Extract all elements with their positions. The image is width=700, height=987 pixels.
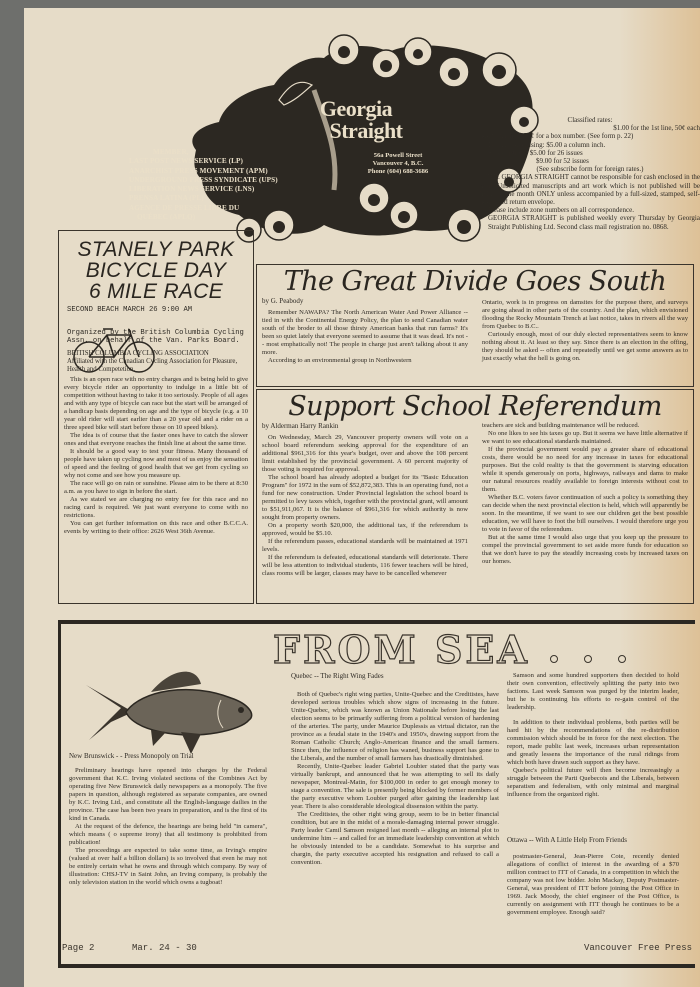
address [356, 152, 440, 176]
paragraph: It should be a good way to test your fitness. Many thousand of people have taken up cycling now and most of us enjoy the sensation of speed and the feeling of good health that we get from cycling so why not come and see how you measure up. [64, 447, 248, 479]
from-sea-headline [273, 627, 652, 672]
new-brunswick-article [69, 752, 267, 887]
column [482, 422, 688, 578]
race-when: SECOND BEACH MARCH 26 9:00 AM [67, 306, 193, 314]
paragraph: Whether B.C. voters favor continuation of such a policy is something they can decide when the next provincial election is held, which will apparently be soon. In the meantime, if we want to see our children get the best possible education, we will have to foot the bill ourselves. I would therefore urge you to vote in favor of the referendum. [482, 494, 688, 533]
member-list [129, 148, 289, 222]
display-rate: Display advertising: $5.00 a column inch. [488, 140, 606, 149]
paragraph: This is an open race with no entry charges and is being held to give every bicycle rider an opportunity to indulge in a little bit of competition without having to take it too seriously. People of all ages and with any type of bicycle can race but the start will be arranged of a handicap basis depending on age and the type of bicycle (e.g. a 10 year old rider will start earlier than a 20 year old and a rider on a three speed bike will start before those on 10 speed bikes). [64, 375, 248, 431]
newspaper-page [24, 8, 700, 987]
paragraph: The Creditistes, the other right wing group, seem to be in better financial condition, but are in the midst of a morale-damaging internal power struggle. Party leader Camil Samson resigned last month -- alleging an internal plot to undermine him -- and called for an immediate leadership convention at which he obviously intended to be a candidate. Somewhat to his surprise and chargin, the party executive accepted his resignation and refused to call a convention. [291, 811, 499, 866]
member-item: LAST POST NEWS SERVICE (LP) [129, 157, 244, 166]
logo-line: Straight [329, 118, 403, 143]
headline: FROM SEA [273, 627, 530, 672]
title-line: 6 MILE RACE [88, 280, 223, 303]
from-sea-section [58, 620, 695, 968]
stanley-title [59, 239, 253, 302]
member-item: PRENSA LATINA (PL) [129, 194, 204, 203]
byline: by G. Peabody [262, 297, 304, 305]
paragraph: Both of Quebec's right wing parties, Unite-Quebec and the Creditistes, have developed serious troubles which show signs of increasing in the future. Unite-Quebec, which was known as Union Nationale before losing the last election seems to be primarily suffering from a political version of hardening of the arteries. The party, under Maurice Duplessis as virtual dictator, ran the province as a feudal state in the 1940's and 1950's, drawing support from the Roman Catholic Church; Anglo-American finance and the small farmers. Since then, the influence of religion has waned, business support has gone to the Liberals, and the number of small farmers has drastically diminished. [291, 691, 499, 762]
ellipsis-dots [550, 650, 652, 667]
paragraph: Quebec's political future will then become increasingly a struggle between the Parti Quebecois and the Liberals, between separatism and federalism, with only minimal and marginal influence from the organized right. [507, 767, 679, 798]
paragraph: Curiously enough, most of our duly elected representatives seem to know nothing about it. At least so they say. Since there is an election in the offing, they should be asked -- often and repeatedly until we get some answers as to just exactly what the hell is going on. [482, 331, 688, 362]
paragraph: No one likes to see his taxes go up. But it seems we have little alternative if we want to see educational standards maintained. [482, 430, 688, 445]
headline: The Great Divide Goes South [283, 266, 667, 297]
stanley-park-ad [58, 230, 254, 604]
classified-title: Classified rates: [567, 116, 613, 124]
paragraph: The race will go on rain or sunshine. Please aim to be there at 8:30 a.m. as you have to sign in before the start. [64, 479, 248, 495]
zone-note: Please include zone numbers on all correspondence. [488, 206, 634, 215]
column [262, 297, 468, 365]
paragraph: According to an environmental group in Northwestern [268, 357, 412, 364]
paragraph: Preliminary hearings have opened into charges by the Federal government that K.C. Irving violated sections of the Combines Act by operating five New Brunswick daily newspapers as a monopoly. The five papers in question, although registered as separate companies, are owned by K.C. Irving Ltd., and constitute all the English-language dailies in the province. The case has been two years in preparation, and is the first of its kind in Canada. [69, 767, 267, 822]
paragraph: postmaster-General, Jean-Pierre Cote, recently denied allegations of conflict of interest in the awarding of a $70 million contract to ITT of Canada, in a competition in which the company was not low bidder. John Mackay, Deputy Postmaster-General, was president of ITT before joining the Post Office in 1969. Jack Moody, the chief engineer of the Post Office, is currently on assignment with ITT though he continues to be a government employee. Enough said? [507, 853, 679, 916]
paragraph: Samson and some hundred supporters then decided to hold their own convention, effectively splitting the party into two factions. Last week Samson was purged by the interim leader, but he is continuing his efforts to re-gain control of the leadership. [507, 672, 679, 711]
title-line: BICYCLE DAY [85, 259, 227, 282]
paragraph: But at the same time I would also urge that you keep up the pressure to compel the provincial government to set aside more funds for education so that we don't have to pay the steadily increasing costs by increased taxes on our homes. [482, 534, 688, 565]
paragraph: The school board has already adopted a budget for its "Basic Education Program" for 1972 in the sum of $52,872,383. This is an operating fund, not a fund for new construction. Under Provincial legislation the school board is permitted to levy taxes which, together with the provincial grant, will amount to $51,911,067. It is the balance of $961,316 for which authority is now sought from property owners. [262, 474, 468, 521]
paragraph: If the referendum passes, educational standards will be maintained at 1971 levels. [262, 538, 468, 553]
member-item: AGENCE DE PRESSE LIBRE DU [129, 203, 240, 212]
paragraph: As we stated we are charging no entry fee for this race and no racing card is required. We just want everyone to come with no restrictions. [64, 495, 248, 519]
paragraph: teachers are sick and building maintenance will be reduced. [482, 422, 640, 429]
article-subhead: Quebec -- The Right Wing Fades [291, 672, 384, 680]
subscription-rate: Subscriptions: $5.00 for 26 issues [488, 148, 583, 157]
rate-line: additional line. 50¢ for a box number. (See form p. 22) [480, 132, 634, 141]
paragraph: The idea is of course that the faster ones have to catch the slower ones and that everyone reaches the finish line at about the same time. [64, 431, 248, 447]
address-line: 56a Powell Street [373, 152, 423, 159]
disclaimer: THE GEORGIA STRAIGHT cannot be responsible for cash enclosed in the mail. Unsolicited manuscripts and art work which is not published will be held for one month ONLY unless accompanied by a full-sized, stamped, self-addressed return envelope. [480, 173, 700, 207]
column [262, 422, 468, 578]
column [482, 299, 688, 365]
title-line: STANELY PARK [77, 238, 235, 261]
classified-rates [480, 116, 700, 231]
paragraph: If the referendum is defeated, educational standards will deteriorate. There will be less attention to individual students, 116 fewer teachers will be hired, class rooms will be larger, classes may have to be cancelled whenever [262, 554, 468, 577]
ottawa-article [507, 836, 679, 917]
byline: by Alderman Harry Rankin [262, 422, 339, 430]
organizer-note: Organized by the British Columbia Cycling Assn. on behalf of the Van. Parks Board. [67, 328, 244, 346]
member-item: LIBERATION NEWS SERVICE (LNS) [129, 185, 255, 194]
phone: Phone (604) 688-3686 [367, 168, 429, 175]
member-item: UNDERGROUND PRESS SYNDICATE (UPS) [129, 175, 278, 184]
member-item: QUÉBEC (APLQ) [137, 213, 196, 222]
foreign-rates: (See subscribe form for foreign rates.) [536, 165, 644, 174]
issue-date: Mar. 24 - 30 [132, 943, 197, 953]
bicycle-icon [69, 323, 159, 375]
logo [296, 98, 416, 142]
association-affiliation: Affiliated with the Canadian Cycling Association for Pleasure, Health and Competetion. [67, 357, 238, 373]
association-name: BRITISH COLUMBIA CYCLING ASSOCIATION [67, 349, 209, 357]
great-divide-article [256, 264, 694, 387]
address-line: Vancouver 4, B.C. [372, 160, 424, 167]
paragraph: You can get further information on this race and other B.C.C.A. events by writing to their office: 2626 West 36th Avenue. [64, 519, 248, 535]
paragraph: On a property worth $20,000, the additional tax, if the referendum is approved, would be $5.10. [262, 522, 468, 537]
logo-line: Georgia [319, 96, 393, 121]
article-subhead: New Brunswick - - Press Monopoly on Trial [69, 752, 194, 760]
rate-line: $1.00 for the 1st line, 50¢ each [613, 124, 700, 133]
publication-note: GEORGIA STRAIGHT is published weekly every Thursday by Georgia Straight Publishing Ltd. Second class mail registration no. 0868. [488, 214, 700, 231]
paragraph: Remember NAWAPA? The North American Water And Power Alliance -- tied in with the Continental Energy Policy, the plan to send Canadian water south of the broder to all those thirsty American banks that run farms? It's been so quiet lately that everyone seemed to assume that it was dead. It's not -- most emphatically not! The people in charge just aren't talking about it any more. [262, 309, 468, 356]
member-item: ANARCHIST PRESS MOVEMENT (APM) [129, 166, 268, 175]
paragraph: On Wednesday, March 29, Vancouver property owners will vote on a school board referendum seeking approval for the expenditure of an additional $961,316 for this year's budget, over and above the 108 percent limit established by the provincial government. A 60 percent majority of those voting is required for approval. [262, 434, 468, 473]
page-number: Page 2 [62, 943, 95, 953]
quebec-article-continued [507, 672, 679, 799]
quebec-article [291, 672, 499, 867]
paragraph: At the request of the defence, the hearings are being held "in camera", which means ( o supreme irony) that all testimony is prohibited from publication! [69, 823, 267, 846]
paragraph: In addition to their individual problems, both parties will be hard hit by the recommendations of the re-distribution commission which should be in force for the next election. The report, made public last week, increases urban representation and greatly lessens the importance of the rural ridings from which both have drawn such support as they have. [507, 719, 679, 766]
headline: Support School Referendum [288, 391, 662, 422]
paragraph: Ontario, work is in progress on damsites for the purpose there, and surveys are going ahead in other parts of the country. And the plan, which envisioned flooding the Rocky Mountain Trench at last notice, takes in rivers all the way from Quebec to B.C.. [482, 299, 688, 330]
paper-name: Vancouver Free Press [584, 943, 693, 953]
article-subhead: Ottawa -- With A Little Help From Friends [507, 836, 627, 844]
stanley-body [64, 376, 248, 536]
school-referendum-article [256, 389, 694, 604]
fish-illustration [81, 660, 261, 760]
subscription-rate: $9.00 for 52 issues [536, 157, 589, 166]
paragraph: If the provincial government would pay a greater share of educational costs, there would be no need for any increase in taxes for educational purposes. But the cold reality is that the government is starving education while it spends generously on ports, highways, railways and dams to make our natural resources readily available to foreign interests without cost to them. [482, 446, 688, 493]
paragraph: Recently, Unite-Quebec leader Gabriel Loubier stated that the party was virtually bankrupt, and announced that he was attempting to sell its daily newspaper, Montreal-Matin, for $100,000 in order to get enough money to stage a convention. The sale is presently being blocked by former members of the party executive whom Loubier purged after gaining the leadership last year. There is also considerable ideological dissension within the party. [291, 763, 499, 810]
paragraph: The proceedings are expected to take some time, as Irving's empire (valued at over half a billion dollars) is so involved that even he may not be entirely certain what he owns and through which company. By way of illustration: CHSJ-TV in Saint John, an Irving company, is probably the only television station in the world which owns a tugboat! [69, 847, 267, 886]
member-title: MEMBER, [153, 148, 189, 156]
